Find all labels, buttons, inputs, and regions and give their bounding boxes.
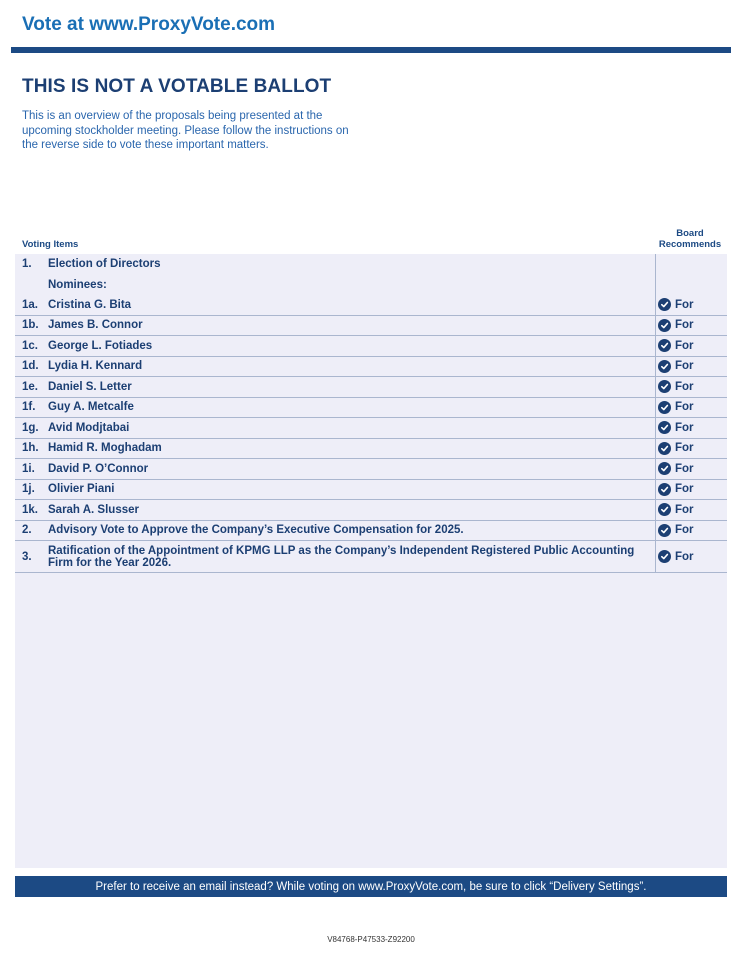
- recommendation-label: For: [675, 421, 694, 434]
- section-row-election: [15, 254, 727, 275]
- item-label: George L. Fotiades: [48, 339, 153, 352]
- recommendation-label: For: [675, 550, 694, 563]
- recommendation-label: For: [675, 339, 694, 352]
- item-label: Election of Directors: [48, 258, 161, 271]
- item-label: Cristina G. Bita: [48, 298, 132, 311]
- item-number: 1e.: [22, 380, 38, 393]
- item-label: James B. Connor: [48, 319, 143, 332]
- voting-item-row: [15, 500, 727, 521]
- item-recommendation: [655, 418, 727, 438]
- item-label: Ratification of the Appointment of KPMG LLP as the Company’s Independent Registered Public Accounting Firm for the Year 2026.: [48, 544, 635, 569]
- item-number: 2.: [22, 524, 32, 537]
- item-number: 1.: [22, 258, 32, 271]
- intro-text: This is an overview of the proposals being presented at the upcoming stockholder meeting. Please follow the instructions on the reverse side to vote these important matters.: [22, 110, 349, 151]
- recommendation-label: For: [675, 380, 694, 393]
- item-number: 1b.: [22, 319, 39, 332]
- item-number: 1f.: [22, 401, 36, 414]
- check-circle-icon: [658, 550, 671, 563]
- item-recommendation: [655, 336, 727, 356]
- item-recommendation: [655, 439, 727, 459]
- recommendation-label: For: [675, 524, 694, 537]
- item-number: 3.: [22, 550, 32, 563]
- item-number: 1g.: [22, 421, 39, 434]
- recommendation-label: For: [675, 503, 694, 516]
- item-label: Olivier Piani: [48, 483, 115, 496]
- item-recommendation: [655, 459, 727, 479]
- item-recommendation: [655, 398, 727, 418]
- control-code: V84768-P47533-Z92200: [327, 935, 415, 944]
- voting-items-list: [15, 254, 727, 573]
- check-circle-icon: [658, 360, 671, 373]
- item-number: 1a.: [22, 298, 38, 311]
- item-recommendation: [655, 541, 727, 572]
- column-header-board-line1: Board: [676, 228, 704, 239]
- voting-item-row: [15, 295, 727, 316]
- column-header-board-line2: Recommends: [658, 239, 722, 250]
- check-circle-icon: [658, 298, 671, 311]
- header-title: Vote at www.ProxyVote.com: [22, 14, 276, 35]
- check-circle-icon: [658, 524, 671, 537]
- voting-item-row: [15, 336, 727, 357]
- page-title: THIS IS NOT A VOTABLE BALLOT: [22, 76, 332, 97]
- item-number: 1i.: [22, 462, 35, 475]
- voting-item-row: [15, 439, 727, 460]
- recommendation-label: For: [675, 319, 694, 332]
- check-circle-icon: [658, 442, 671, 455]
- recommendation-label: For: [675, 462, 694, 475]
- item-label: Lydia H. Kennard: [48, 360, 143, 373]
- voting-item-row: [15, 480, 727, 501]
- voting-item-row: [15, 541, 727, 573]
- check-circle-icon: [658, 483, 671, 496]
- item-recommendation: [655, 500, 727, 520]
- recommendation-label: For: [675, 442, 694, 455]
- item-number: 1c.: [22, 339, 38, 352]
- item-recommendation: [655, 480, 727, 500]
- item-label: Advisory Vote to Approve the Company’s Executive Compensation for 2025.: [48, 524, 464, 537]
- item-recommendation: [655, 521, 727, 541]
- nominees-label: Nominees:: [48, 278, 107, 291]
- item-recommendation: [655, 295, 727, 315]
- delivery-settings-banner: Prefer to receive an email instead? While voting on www.ProxyVote.com, be sure to click “Delivery Settings”.: [15, 876, 727, 897]
- recommendation-label: For: [675, 401, 694, 414]
- item-recommendation: [655, 316, 727, 336]
- item-number: 1j.: [22, 483, 35, 496]
- item-number: 1h.: [22, 442, 39, 455]
- item-recommendation: [655, 357, 727, 377]
- item-number: 1d.: [22, 360, 39, 373]
- check-circle-icon: [658, 401, 671, 414]
- item-recommendation-empty: [655, 254, 727, 275]
- header-divider: [11, 47, 731, 53]
- item-label: Daniel S. Letter: [48, 380, 132, 393]
- item-recommendation: [655, 377, 727, 397]
- voting-item-row: [15, 316, 727, 337]
- nominees-row: [15, 275, 727, 296]
- column-header-board-recommends: [654, 228, 726, 250]
- recommendation-label: For: [675, 360, 694, 373]
- item-label: Sarah A. Slusser: [48, 503, 139, 516]
- voting-item-row: [15, 521, 727, 542]
- check-circle-icon: [658, 339, 671, 352]
- voting-item-row: [15, 418, 727, 439]
- check-circle-icon: [658, 503, 671, 516]
- check-circle-icon: [658, 421, 671, 434]
- voting-item-row: [15, 377, 727, 398]
- check-circle-icon: [658, 319, 671, 332]
- recommendation-label: For: [675, 483, 694, 496]
- check-circle-icon: [658, 462, 671, 475]
- item-recommendation-empty: [655, 275, 727, 296]
- item-number: 1k.: [22, 503, 38, 516]
- recommendation-label: For: [675, 298, 694, 311]
- item-label: Avid Modjtabai: [48, 421, 130, 434]
- item-label: David P. O’Connor: [48, 462, 149, 475]
- voting-item-row: [15, 459, 727, 480]
- item-label: Hamid R. Moghadam: [48, 442, 162, 455]
- column-header-voting-items: Voting Items: [22, 239, 79, 250]
- check-circle-icon: [658, 380, 671, 393]
- voting-item-row: [15, 357, 727, 378]
- item-label: Guy A. Metcalfe: [48, 401, 134, 414]
- voting-item-row: [15, 398, 727, 419]
